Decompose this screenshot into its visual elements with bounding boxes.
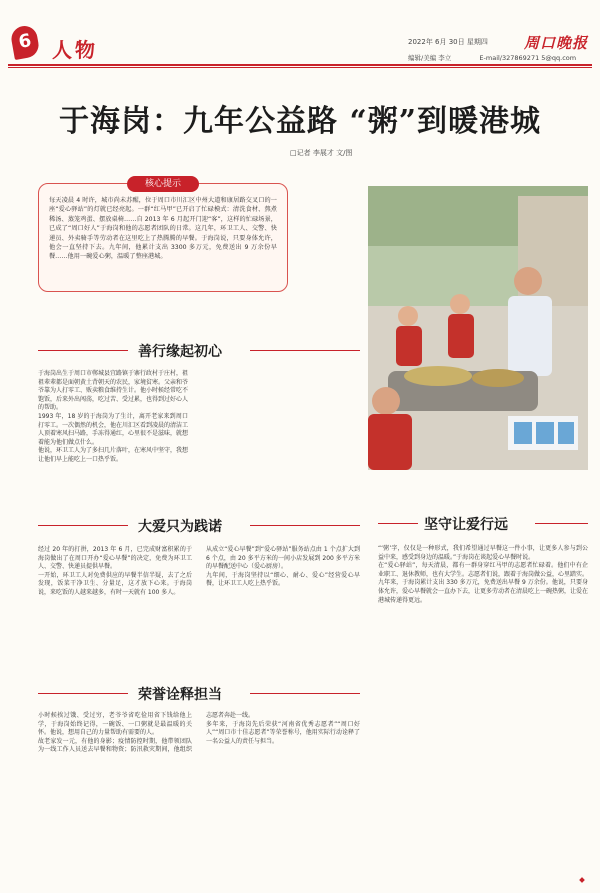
volunteers-serving-breakfast-photo (368, 186, 588, 470)
section-body-origin-col1: 于海岗出生于周口市郸城县宜路镇于寨行政村于庄村，祖祖辈辈都是面朝黄土背朝天的农民，家境贫寒。父亲和爷爷靠为人打零工、贩卖粮食维持生计。他小时候经常吃不饱饭，后来外出闯荡，吃过苦、受过累，也得到过好心人的帮助。 1993 年，18 岁的于海岗为了生计，离开老家来到周口打零工。一次偶然的机会，他在川汇区看到凌晨的清洁工人顶着寒风扫马路，手冻得通红，心里很不是滋味，就想着能为他们做点什么。 他说，环卫工人为了多扫几片落叶，在寒风中坚守，我想让他们早上能吃上一口热乎饭。 (38, 370, 189, 463)
section-body-honor: 小时候挨过饿、受过穷，老爷爷省吃俭用省下钱给他上学，于海岗始终记得，一碗饭、一口粥就是最温暖的关怀。他说，想用自己的力量帮助有需要的人。 故老家发一元，有他的身影；疫情防控时期，他带领团队为一线工作人员送去早餐和物资；防汛救灾期间，他组织志愿者奔赴一线。 多年来，于海岗先后荣获“河南省优秀志愿者”“周口好人”“周口市十佳志愿者”等荣誉称号，他用实际行动诠释了一名公益人的责任与担当。 (38, 712, 360, 754)
core-summary-tag: 核心提示 (127, 176, 199, 192)
section-rule-right (250, 525, 360, 526)
section-heading-persist: 坚守让爱行远 (424, 517, 508, 533)
section-rule-left (38, 693, 128, 694)
section-rule-right (250, 693, 360, 694)
masthead-logo: 周口晚报 (524, 34, 589, 52)
section-name: 人物 (52, 38, 98, 62)
section-heading-promise: 大爱只为践诺 (138, 519, 222, 535)
section-rule-right (535, 523, 588, 524)
end-mark (579, 877, 585, 883)
issue-date: 2022年 6月 30日 星期四 (408, 38, 488, 46)
section-body-promise: 经过 20 年的打拼，2013 年 6 月，已完成财富积累的于海岗做出了在周口开办“爱心早餐”的决定，免费为环卫工人、交警、快递员提供早餐。 一开始，环卫工人对免费供应的早餐半信半疑，去了之后发现，饭菜干净卫生、分量足，这才放下心来。于海岗说，来吃饭的人越来越多，有时一天就有 100 多人。 从成立“爱心早餐”到“爱心驿站”服务站点由 1 个点扩大到 6 个点，由 20 多平方米的一间小店发展到 200 多平方米的早餐配送中心（爱心厨房）。 九年间，于海岗坚持以“细心、耐心、爱心”经营爱心早餐，让环卫工人吃上热乎饭。 (38, 546, 360, 596)
editor-line (408, 53, 576, 62)
section-rule-left (38, 525, 128, 526)
section-rule-left (38, 350, 128, 351)
article-headline: 于海岗：九年公益路 “粥”到暖港城 (59, 104, 541, 139)
section-body-persist: “‘粥’字，仅仅是一种形式，我们希望通过早餐这一件小事，让更多人参与到公益中来，感受到身边的温暖。”于海岗在谈起爱心早餐时说。 在“爱心驿站”，每天清晨，都有一群身穿红马甲的志愿者忙碌着。他们中有企业职工、退休教师，也有大学生。志愿者们说，跟着于海岗做公益，心里踏实。 九年来，于海岗累计支出 330 多万元，免费送出早餐 9 万余份。他说，只要身体允许，爱心早餐就会一直办下去，让更多劳动者在清晨吃上一碗热粥，让爱在港城传递得更远。 (378, 545, 589, 604)
section-heading-honor: 荣誉诠释担当 (138, 687, 222, 703)
editor-email: E-mail/327869271 5@qq.com (479, 54, 577, 62)
article-byline: □记者 李展才 文/图 (290, 149, 353, 157)
section-heading-origin: 善行缘起初心 (138, 344, 222, 360)
core-summary-text: 每天凌晨 4 时许，城市尚未苏醒，位于周口市川汇区中州大道和康居路交叉口的一座“爱心驿站”的灯就已经亮起。一群“红马甲”已开启了忙碌模式：清洗食材、熬煮稀汤、蒸笼鸡蛋、摆放桌椅……自 2013 年 6 月起开门迎“客”，这样的忙碌场景，已成了“周口好人”于海岗和他的志愿者团队的日常。这几年，环卫工人、交警、快递员、外卖骑手等劳动者在这里吃上了热腾腾的早餐。于海岗说，只要身体允许，他会一直坚持下去。九年间，他累计支出 3300 多万元，免费送出 9 万余份早餐……他用一碗爱心粥，温暖了整座港城。 (49, 197, 277, 261)
editor-credit: 编辑/美编 李立 (408, 54, 452, 62)
header-rule-thin (8, 67, 592, 68)
article-photo (368, 186, 588, 470)
page-number: 6 (9, 24, 40, 60)
section-rule-right (250, 350, 360, 351)
core-summary-box (38, 179, 288, 292)
section-rule-left (378, 523, 418, 524)
page-header (0, 0, 600, 70)
header-rule (8, 64, 592, 66)
section-body-origin-col2 (200, 370, 360, 488)
